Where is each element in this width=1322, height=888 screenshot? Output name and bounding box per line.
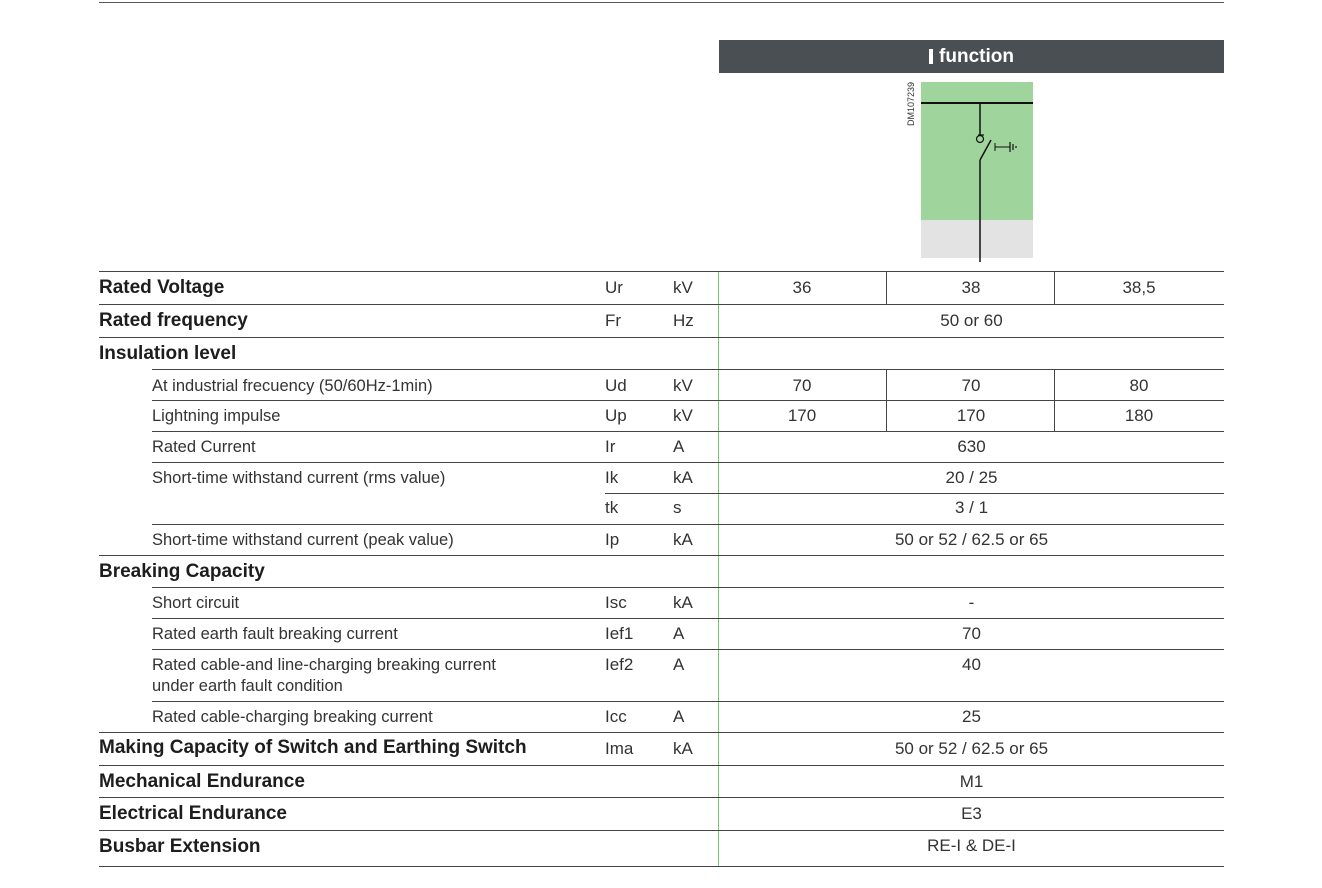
row-label: Short circuit bbox=[152, 594, 240, 612]
function-title: function bbox=[939, 45, 1014, 67]
row-value: - bbox=[968, 593, 975, 612]
row-rated-current bbox=[152, 431, 1224, 462]
row-symbol: Ik bbox=[605, 468, 619, 487]
row-unit: kV bbox=[673, 406, 693, 425]
row-symbol: Up bbox=[605, 406, 627, 425]
bottom-rule bbox=[99, 866, 1224, 867]
row-short-time-rms bbox=[152, 462, 1224, 493]
row-value-1: 170 bbox=[787, 406, 817, 425]
row-label-line-1: Rated cable-and line-charging breaking current bbox=[152, 656, 496, 674]
row-cable-line-charging bbox=[152, 649, 1224, 701]
row-value: 50 or 52 / 62.5 or 65 bbox=[894, 739, 1049, 758]
row-label: Making Capacity of Switch and Earthing Switch bbox=[99, 737, 527, 758]
row-lightning-impulse bbox=[152, 400, 1224, 431]
row-value: 50 or 60 bbox=[940, 311, 1003, 330]
row-symbol: Ief2 bbox=[605, 655, 634, 674]
row-making-capacity bbox=[99, 732, 1224, 765]
row-unit: A bbox=[673, 624, 685, 643]
row-value: RE-I & DE-I bbox=[927, 836, 1016, 855]
col-separator bbox=[1054, 272, 1055, 305]
row-unit: s bbox=[673, 498, 682, 517]
col-separator bbox=[1054, 370, 1055, 401]
row-cable-charging bbox=[152, 701, 1224, 732]
row-unit: kV bbox=[673, 376, 693, 395]
row-busbar-extension bbox=[99, 830, 1224, 866]
row-unit: kA bbox=[673, 739, 693, 758]
row-value-3: 180 bbox=[1124, 406, 1154, 425]
row-value-2: 70 bbox=[961, 376, 981, 395]
row-symbol: Ir bbox=[605, 437, 616, 456]
row-short-time-peak bbox=[152, 524, 1224, 555]
function-glyph-icon bbox=[929, 49, 933, 64]
row-value: E3 bbox=[961, 804, 982, 823]
row-symbol: Ud bbox=[605, 376, 627, 395]
row-value: 3 / 1 bbox=[954, 498, 989, 517]
row-symbol: Ief1 bbox=[605, 624, 634, 643]
switch-diagram-icon bbox=[900, 78, 1040, 264]
row-symbol: Ur bbox=[605, 278, 623, 297]
diagram-code: DM107239 bbox=[906, 81, 916, 126]
row-unit: kA bbox=[673, 593, 693, 612]
row-electrical-endurance bbox=[99, 797, 1224, 830]
row-unit: A bbox=[673, 437, 685, 456]
row-unit: A bbox=[673, 707, 685, 726]
col-separator bbox=[1054, 401, 1055, 432]
row-label: At industrial frecuency (50/60Hz-1min) bbox=[152, 377, 433, 395]
row-value: 20 / 25 bbox=[945, 468, 998, 487]
row-symbol: tk bbox=[605, 498, 619, 517]
row-value-1: 36 bbox=[792, 278, 812, 297]
row-industrial-frequency bbox=[152, 369, 1224, 400]
row-earth-fault bbox=[152, 618, 1224, 649]
row-label: Busbar Extension bbox=[99, 836, 261, 857]
row-value: 25 bbox=[962, 707, 981, 726]
row-rated-voltage bbox=[99, 271, 1224, 304]
section-heading: Insulation level bbox=[99, 343, 237, 364]
row-label: Rated cable-charging breaking current bbox=[152, 708, 433, 726]
row-value: 40 bbox=[962, 655, 981, 674]
row-unit: kA bbox=[673, 530, 693, 549]
row-value: 50 or 52 / 62.5 or 65 bbox=[894, 530, 1049, 549]
partial-rule bbox=[605, 493, 1224, 494]
row-value-2: 38 bbox=[961, 278, 981, 297]
row-label: Short-time withstand current (peak value) bbox=[152, 531, 454, 549]
row-value-3: 80 bbox=[1129, 376, 1149, 395]
row-unit: kV bbox=[673, 278, 693, 297]
row-symbol: Icc bbox=[605, 707, 627, 726]
row-label: Mechanical Endurance bbox=[99, 771, 305, 792]
col-separator bbox=[886, 370, 887, 401]
row-value: 630 bbox=[957, 437, 986, 456]
row-label: Rated Voltage bbox=[99, 277, 225, 298]
row-label: Rated earth fault breaking current bbox=[152, 625, 398, 643]
row-short-circuit bbox=[152, 587, 1224, 618]
row-symbol: Fr bbox=[605, 311, 622, 330]
row-value: 70 bbox=[962, 624, 981, 643]
row-symbol: Ima bbox=[605, 739, 634, 758]
row-symbol: Isc bbox=[605, 593, 627, 612]
row-rated-frequency bbox=[99, 304, 1224, 337]
row-label: Lightning impulse bbox=[152, 407, 281, 425]
row-label-line-2: under earth fault condition bbox=[152, 677, 343, 695]
row-unit: kA bbox=[673, 468, 693, 487]
row-value: M1 bbox=[959, 772, 984, 791]
row-value-3: 38,5 bbox=[1122, 278, 1156, 297]
row-insulation-level bbox=[99, 337, 1224, 369]
row-label: Rated frequency bbox=[99, 310, 248, 331]
row-short-time-duration bbox=[152, 493, 1224, 524]
row-unit: A bbox=[673, 655, 685, 674]
top-rule bbox=[99, 2, 1224, 3]
row-label: Electrical Endurance bbox=[99, 803, 287, 824]
row-value-1: 70 bbox=[792, 376, 812, 395]
row-value-2: 170 bbox=[956, 406, 986, 425]
row-label: Rated Current bbox=[152, 438, 256, 456]
col-separator bbox=[886, 272, 887, 305]
function-header bbox=[719, 40, 1224, 73]
row-breaking-capacity bbox=[99, 555, 1224, 587]
col-separator bbox=[886, 401, 887, 432]
row-label: Short-time withstand current (rms value) bbox=[152, 469, 446, 487]
row-symbol: Ip bbox=[605, 530, 620, 549]
row-mechanical-endurance bbox=[99, 765, 1224, 797]
section-heading: Breaking Capacity bbox=[99, 561, 265, 582]
row-unit: Hz bbox=[673, 311, 694, 330]
